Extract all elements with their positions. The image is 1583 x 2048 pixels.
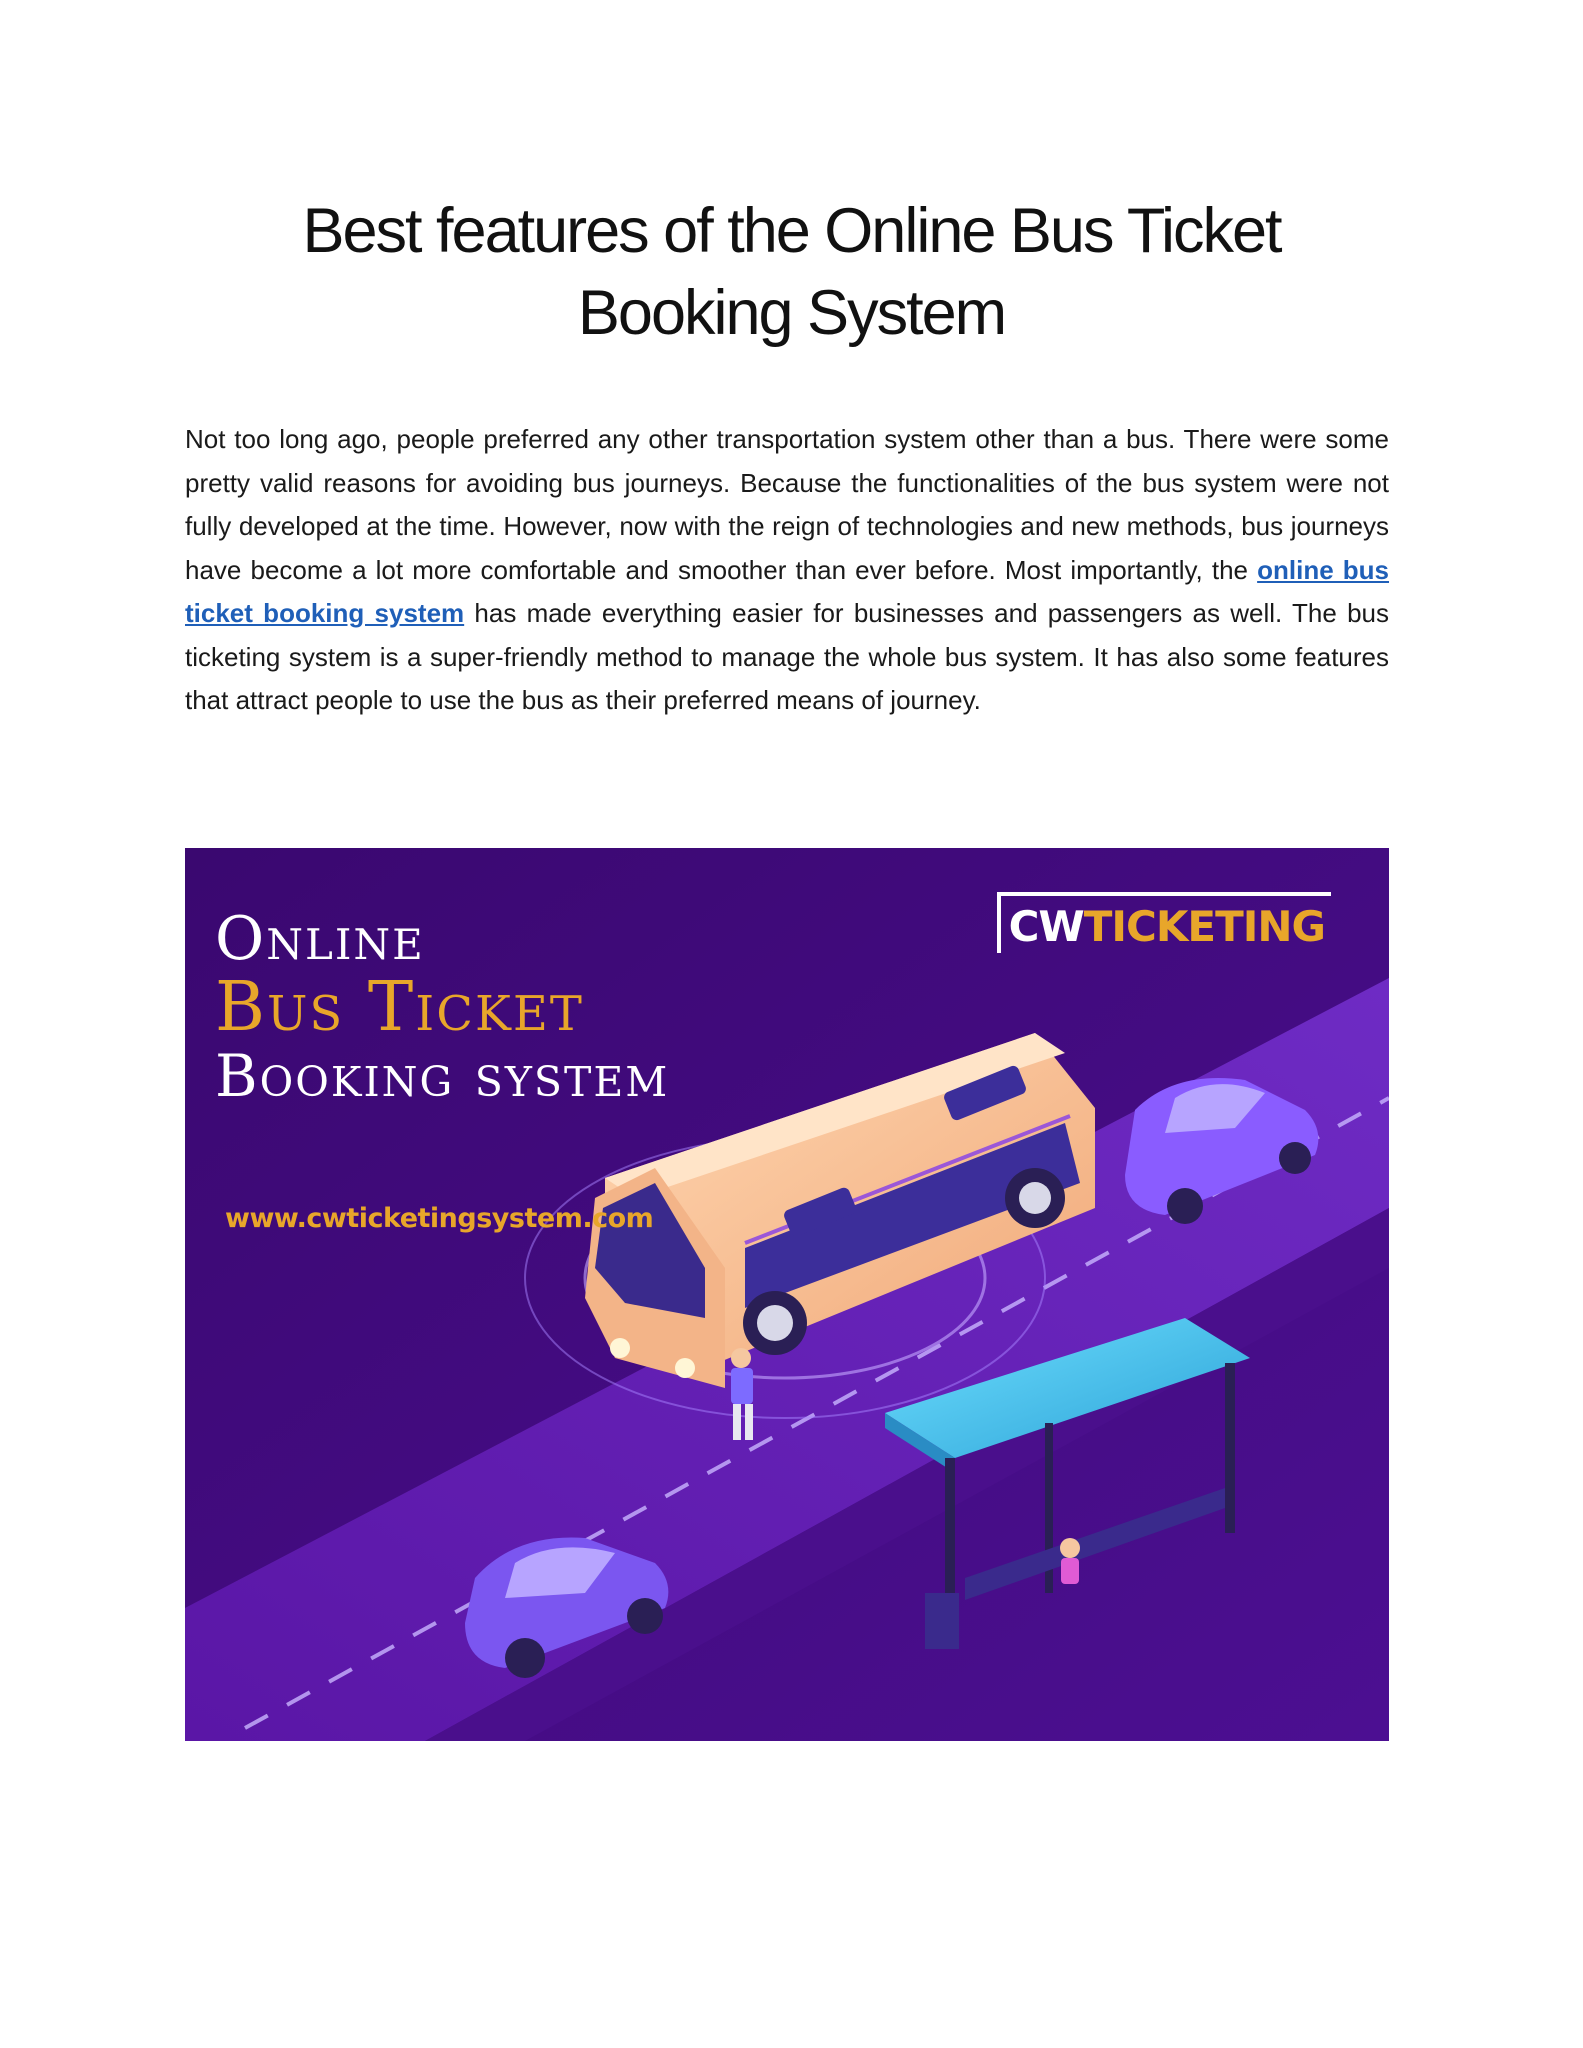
hero-headline xyxy=(215,906,669,1108)
page-title xyxy=(250,190,1333,354)
booking-system-link[interactable]: online bus ticket booking system xyxy=(185,554,1390,628)
hero-illustration xyxy=(185,848,1389,1741)
page-title-line1: Best features of the Online Bus Ticket xyxy=(302,196,1281,266)
page-title-line2: Booking System xyxy=(577,278,1006,348)
hero-line-booking-system: Booking system xyxy=(215,1042,670,1110)
intro-text-after-link: has made everything easier for businesses and passengers as well. The bus ticketing system is a super-friendly method to manage the whole bus system. It has also some features that attract people to use the bus as their preferred means of journey. xyxy=(185,598,1390,715)
intro-paragraph xyxy=(185,418,1389,723)
intro-text-before-link: Not too long ago, people preferred any other transportation system other than a bus. There were some pretty valid reasons for avoiding bus journeys. Because the functionalities of the bus system were not fully developed at the time. However, now with the reign of technologies and new methods, bus journeys have become a lot more comfortable and smoother than ever before. Most importantly, the xyxy=(185,424,1389,585)
hero-line-bus-ticket: Bus Ticket xyxy=(215,968,584,1047)
cwticketing-logo xyxy=(997,892,1331,953)
logo-prefix: CW xyxy=(1008,902,1084,951)
hero-website-url: www.cwticketingsystem.com xyxy=(225,1203,654,1234)
hero-line-online: Online xyxy=(215,904,425,974)
logo-suffix: TICKETING xyxy=(1083,902,1325,951)
